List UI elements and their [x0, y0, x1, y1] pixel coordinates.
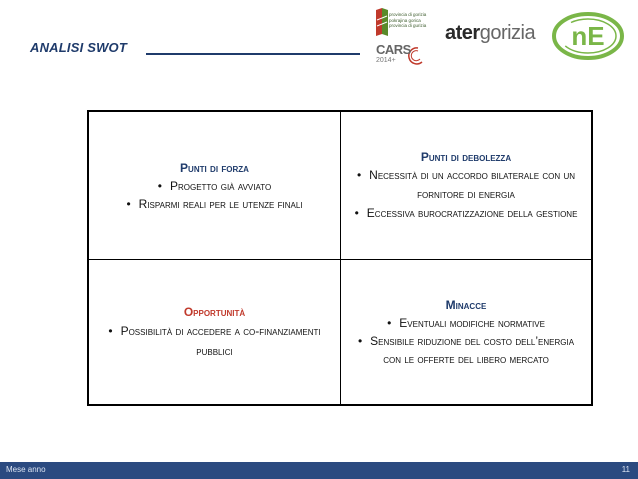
title-underline — [146, 53, 360, 55]
strengths-heading: Punti di forza — [180, 160, 249, 175]
swot-strengths — [89, 112, 340, 259]
page-number: 11 — [621, 465, 630, 474]
swot-threats — [341, 260, 591, 404]
weaknesses-list — [350, 166, 582, 223]
strengths-list — [126, 177, 302, 213]
weaknesses-heading: Punti di debolezza — [420, 150, 512, 164]
swot-grid — [87, 110, 593, 406]
footer-date: Mese anno — [6, 465, 46, 474]
swot-opportunities — [89, 260, 340, 404]
list-item: • Possibilità di accedere a co-finanziamenti pubblici — [108, 324, 321, 358]
cars-logo-text: CARS — [376, 42, 411, 57]
list-item: • Sensibile riduzione del costo dell’energia con le offerte del libero mercato — [357, 334, 575, 366]
list-item: • Eccessiva burocratizzazione della gestione — [354, 206, 578, 220]
threats-heading: Minacce — [445, 298, 487, 312]
swot-weaknesses — [341, 112, 591, 259]
ater-logo-rest: gorizia — [479, 22, 536, 44]
ater-logo-bold: ater — [445, 22, 480, 44]
list-item: • Risparmi reali per le utenze finali — [126, 196, 303, 211]
cars-year: 2014+ — [376, 57, 396, 64]
footer-bar — [0, 462, 638, 479]
list-item: • Progetto già avviato — [157, 178, 272, 193]
slide-title: ANALISI SWOT — [30, 40, 128, 55]
opportunities-list — [105, 321, 325, 361]
ater-logo — [445, 22, 535, 45]
list-item: • Necessità di un accordo bilaterale con un fornitore di energia — [356, 168, 576, 201]
opportunities-heading: Opportunità — [183, 305, 246, 319]
ne-logo-icon — [550, 4, 634, 64]
svg-text:nE: nE — [571, 21, 605, 51]
province-lines: provincia di gorizia pokrajina gorica provincia di gurizia — [389, 12, 427, 28]
list-item: • Eventuali modifiche normative — [387, 316, 545, 330]
threats-list — [355, 314, 577, 368]
